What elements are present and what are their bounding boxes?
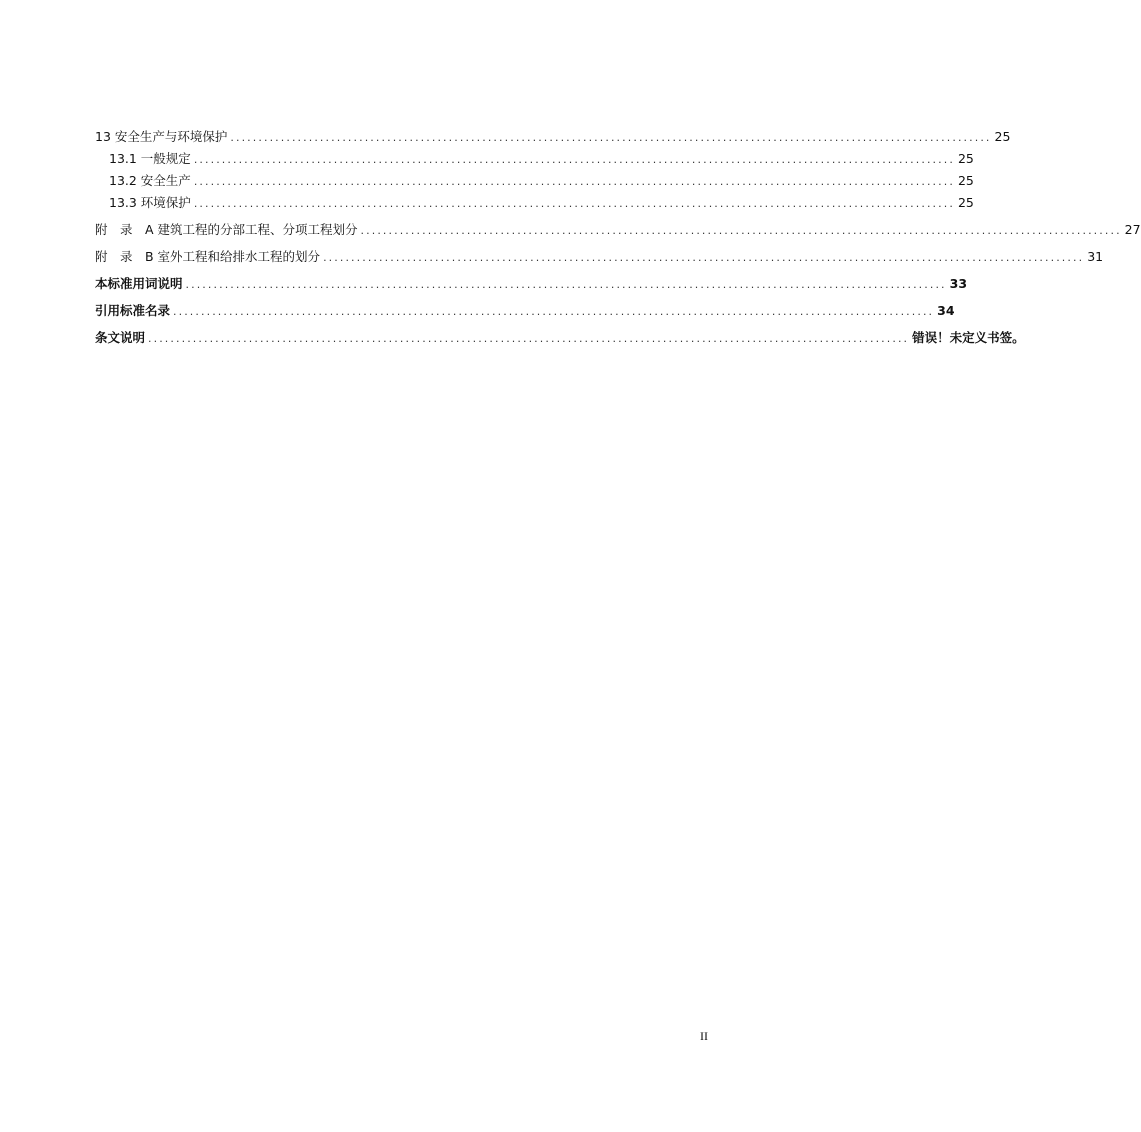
- table-of-contents: [95, 129, 1141, 347]
- toc-entry-label: 附 录 A 建筑工程的分部工程、分项工程划分: [95, 222, 358, 237]
- toc-dot-leader: ........................................................................................................................................: [323, 251, 1085, 264]
- toc-dot-leader: ........................................................................................................................................: [173, 305, 935, 318]
- toc-entry-page: 34: [937, 303, 955, 318]
- toc-entry-referenced-standards[interactable]: [95, 303, 955, 320]
- toc-dot-leader: ........................................................................................................................................: [193, 153, 955, 166]
- toc-entry-label: 13.1 一般规定: [109, 151, 191, 166]
- toc-entry-label: 13 安全生产与环境保护: [95, 129, 228, 144]
- toc-entry-label: 条文说明: [95, 330, 146, 345]
- toc-dot-leader: ........................................................................................................................................: [230, 131, 992, 144]
- toc-dot-leader: ........................................................................................................................................: [148, 332, 910, 345]
- toc-dot-leader: ........................................................................................................................................: [360, 224, 1122, 237]
- toc-entry-page: 错误！未定义书签。: [912, 330, 1025, 345]
- toc-entry-page: 33: [949, 276, 968, 291]
- toc-entry-clause-explanation[interactable]: [95, 330, 1025, 347]
- toc-entry-appendix-b[interactable]: [95, 249, 1104, 266]
- toc-entry-wording-explanation[interactable]: [95, 276, 968, 293]
- toc-entry-label: 本标准用词说明: [95, 276, 183, 291]
- toc-entry-13-3[interactable]: [95, 195, 974, 212]
- page-number: II: [700, 1029, 708, 1043]
- toc-entry-label: 引用标准名录: [95, 303, 171, 318]
- toc-entry-page: 25: [994, 129, 1011, 144]
- toc-entry-page: 31: [1087, 249, 1104, 264]
- toc-entry-appendix-a[interactable]: [95, 222, 1141, 239]
- toc-entry-label: 13.3 环境保护: [109, 195, 191, 210]
- toc-entry-label: 13.2 安全生产: [109, 173, 191, 188]
- toc-dot-leader: ........................................................................................................................................: [193, 175, 955, 188]
- toc-dot-leader: ........................................................................................................................................: [185, 278, 947, 291]
- toc-entry-page: 25: [957, 173, 974, 188]
- toc-entry-page: 27: [1124, 222, 1141, 237]
- toc-entry-page: 25: [957, 195, 974, 210]
- toc-entry-chapter-13[interactable]: [95, 129, 1011, 146]
- toc-dot-leader: ........................................................................................................................................: [193, 197, 955, 210]
- toc-entry-13-2[interactable]: [95, 173, 974, 190]
- toc-entry-13-1[interactable]: [95, 151, 974, 168]
- toc-entry-label: 附 录 B 室外工程和给排水工程的划分: [95, 249, 321, 264]
- toc-entry-page: 25: [957, 151, 974, 166]
